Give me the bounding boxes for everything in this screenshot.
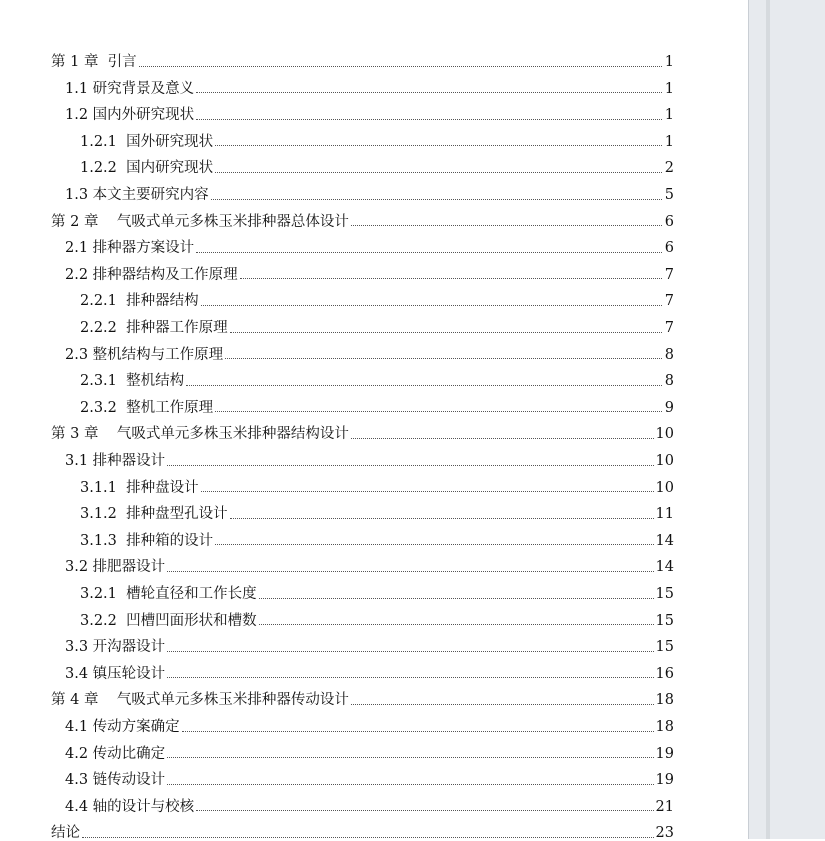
toc-entry-number: 3.1	[65, 453, 89, 470]
dot-leader	[240, 278, 662, 279]
toc-entry-number: 1.2	[65, 107, 89, 124]
toc-entry[interactable]	[65, 735, 674, 762]
dot-leader	[230, 518, 654, 519]
toc-entry-title: 整机结构	[126, 373, 185, 390]
toc-entry[interactable]	[65, 628, 674, 655]
toc-entry[interactable]	[65, 176, 674, 203]
toc-entry-title: 气吸式单元多株玉米排种器传动设计	[116, 692, 349, 709]
dot-leader	[139, 66, 662, 67]
toc-entry-title: 引言	[107, 54, 137, 71]
toc-entry-number: 4.2	[65, 745, 89, 762]
toc-entry-title: 槽轮直径和工作长度	[126, 586, 257, 603]
toc-entry-page: 10	[655, 479, 674, 496]
toc-entry[interactable]	[65, 229, 674, 256]
dot-leader	[167, 757, 653, 758]
toc-entry-number: 1.1	[65, 80, 89, 97]
scrollbar-track[interactable]	[766, 0, 770, 839]
toc-entry-title: 排种器设计	[92, 453, 166, 470]
toc-entry[interactable]	[65, 761, 674, 788]
toc-entry[interactable]	[80, 389, 674, 416]
toc-entry[interactable]	[80, 495, 674, 522]
toc-entry-title: 凹槽凹面形状和槽数	[126, 612, 257, 629]
toc-entry-title: 国内外研究现状	[92, 107, 195, 124]
toc-entry[interactable]	[65, 788, 674, 815]
dot-leader	[82, 837, 654, 838]
toc-entry-separator	[117, 321, 126, 336]
toc-entry-separator	[117, 401, 126, 416]
toc-entry-title: 气吸式单元多株玉米排种器总体设计	[116, 213, 349, 230]
toc-entry-separator	[117, 161, 126, 176]
toc-entry-page: 21	[655, 798, 674, 815]
toc-entry-title: 本文主要研究内容	[92, 187, 209, 204]
toc-entry-title: 排种盘型孔设计	[126, 506, 228, 523]
toc-entry-page: 19	[655, 745, 674, 762]
toc-entry-number: 1.3	[65, 187, 89, 204]
toc-entry-title: 结论	[51, 825, 80, 841]
dot-leader	[167, 571, 653, 572]
toc-entry-title: 气吸式单元多株玉米排种器结构设计	[116, 426, 349, 443]
toc-entry-title: 排种器结构及工作原理	[92, 266, 238, 283]
toc-entry-number: 4.4	[65, 798, 89, 815]
toc-entry[interactable]	[65, 442, 674, 469]
toc-entry[interactable]	[51, 681, 674, 708]
toc-entry-title: 排种盘设计	[126, 479, 199, 496]
toc-entry-page: 10	[655, 426, 674, 443]
toc-entry[interactable]	[80, 575, 674, 602]
toc-entry-separator	[117, 135, 126, 150]
toc-entry[interactable]	[80, 123, 674, 150]
toc-entry-page: 1	[664, 133, 674, 150]
toc-entry-title: 传动方案确定	[92, 719, 180, 736]
toc-entry-page: 10	[655, 453, 674, 470]
toc-entry-number: 1.2.1	[80, 133, 117, 150]
toc-entry[interactable]	[65, 96, 674, 123]
dot-leader	[259, 598, 654, 599]
toc-entry-page: 15	[655, 586, 674, 603]
dot-leader	[196, 810, 653, 811]
toc-entry-number: 2.1	[65, 240, 89, 257]
toc-entry-separator	[98, 427, 116, 442]
toc-entry-title: 链传动设计	[92, 772, 166, 789]
dot-leader	[215, 145, 662, 146]
toc-entry-page: 7	[664, 266, 674, 283]
toc-entry[interactable]	[51, 814, 674, 841]
toc-entry-number: 3.1.1	[80, 479, 117, 496]
toc-entry[interactable]	[80, 469, 674, 496]
toc-entry-page: 5	[664, 187, 674, 204]
toc-entry-title: 排种器工作原理	[126, 320, 228, 337]
dot-leader	[196, 252, 662, 253]
toc-entry-title: 开沟器设计	[92, 639, 166, 656]
toc-entry-separator	[117, 294, 126, 309]
toc-entry-title: 排种箱的设计	[126, 532, 214, 549]
toc-entry-title: 轴的设计与校核	[92, 798, 195, 815]
toc-entry-page: 19	[655, 772, 674, 789]
toc-entry-number: 3.3	[65, 639, 89, 656]
toc-entry-number: 第 3 章	[51, 426, 99, 443]
dot-leader	[167, 465, 653, 466]
toc-entry[interactable]	[65, 256, 674, 283]
dot-leader	[211, 199, 662, 200]
toc-entry-page: 15	[655, 639, 674, 656]
dot-leader	[351, 704, 654, 705]
toc-entry-number: 第 4 章	[51, 692, 99, 709]
toc-entry-page: 7	[664, 320, 674, 337]
toc-entry-page: 14	[655, 532, 674, 549]
toc-entry-page: 6	[664, 213, 674, 230]
toc-entry-title: 整机结构与工作原理	[92, 346, 224, 363]
toc-entry-number: 2.2	[65, 266, 89, 283]
toc-entry-number: 3.2.1	[80, 586, 117, 603]
toc-entry-number: 2.3.1	[80, 373, 117, 390]
toc-entry-separator	[98, 55, 107, 70]
dot-leader	[167, 677, 653, 678]
toc-entry-page: 18	[655, 692, 674, 709]
toc-entry-page: 1	[664, 54, 674, 71]
toc-entry[interactable]	[80, 522, 674, 549]
toc-entry-separator	[117, 614, 126, 629]
page-edge	[748, 0, 749, 839]
dot-leader	[215, 172, 662, 173]
dot-leader	[351, 438, 654, 439]
toc-entry-number: 第 1 章	[51, 54, 99, 71]
toc-entry-title: 整机工作原理	[126, 399, 214, 416]
toc-entry[interactable]	[80, 282, 674, 309]
dot-leader	[230, 332, 662, 333]
toc-entry-page: 7	[664, 293, 674, 310]
dot-leader	[215, 544, 653, 545]
toc-entry-page: 1	[664, 107, 674, 124]
toc-entry-page: 8	[664, 346, 674, 363]
toc-entry[interactable]	[65, 70, 674, 97]
dot-leader	[167, 784, 653, 785]
toc-entry[interactable]	[65, 708, 674, 735]
toc-entry-separator	[117, 507, 126, 522]
toc-entry-number: 2.3	[65, 346, 89, 363]
dot-leader	[196, 119, 662, 120]
toc-entry[interactable]	[80, 149, 674, 176]
dot-leader	[215, 411, 662, 412]
toc-entry-title: 国内研究现状	[126, 160, 214, 177]
dot-leader	[196, 92, 662, 93]
toc-entry-page: 18	[655, 719, 674, 736]
toc-entry-page: 9	[664, 399, 674, 416]
toc-entry-number: 3.1.2	[80, 506, 117, 523]
toc-entry-page: 8	[664, 373, 674, 390]
dot-leader	[167, 651, 653, 652]
toc-entry-number: 3.1.3	[80, 532, 117, 549]
toc-entry[interactable]	[80, 309, 674, 336]
dot-leader	[351, 225, 662, 226]
toc-entry-title: 排肥器设计	[92, 559, 166, 576]
toc-entry-title: 排种器结构	[126, 293, 199, 310]
toc-entry-number: 2.3.2	[80, 399, 117, 416]
toc-entry-page: 6	[664, 240, 674, 257]
toc-entry-page: 16	[655, 665, 674, 682]
dot-leader	[201, 305, 662, 306]
toc-entry-number: 2.2.2	[80, 320, 117, 337]
toc-entry-page: 2	[664, 160, 674, 177]
toc-entry-separator	[98, 693, 116, 708]
toc-entry[interactable]	[65, 548, 674, 575]
toc-entry-separator	[117, 374, 126, 389]
dot-leader	[225, 358, 662, 359]
toc-entry-page: 23	[655, 825, 674, 841]
dot-leader	[201, 491, 654, 492]
toc-entry-title: 排种器方案设计	[92, 240, 195, 257]
toc-entry-page: 11	[655, 506, 674, 523]
toc-entry-number: 3.4	[65, 665, 89, 682]
toc-entry-number: 第 2 章	[51, 213, 99, 230]
toc-entry[interactable]	[51, 43, 674, 70]
toc-entry-title: 传动比确定	[92, 745, 166, 762]
toc-entry-separator	[98, 215, 116, 230]
window-gutter	[748, 0, 825, 839]
toc-entry-number: 4.3	[65, 772, 89, 789]
toc-entry-separator	[117, 534, 126, 549]
toc-entry-title: 镇压轮设计	[92, 665, 166, 682]
toc-entry-number: 2.2.1	[80, 293, 117, 310]
toc-entry-title: 国外研究现状	[126, 133, 214, 150]
toc-entry[interactable]	[80, 362, 674, 389]
toc-entry-separator	[117, 587, 126, 602]
toc-entry-separator	[117, 481, 126, 496]
toc-entry-page: 15	[655, 612, 674, 629]
dot-leader	[259, 624, 654, 625]
dot-leader	[186, 385, 662, 386]
toc-entry-number: 4.1	[65, 719, 89, 736]
dot-leader	[182, 731, 654, 732]
toc-entry-number: 3.2	[65, 559, 89, 576]
toc-entry-page: 14	[655, 559, 674, 576]
toc-entry[interactable]	[51, 415, 674, 442]
toc-entry-page: 1	[664, 80, 674, 97]
toc-entry-title: 研究背景及意义	[92, 80, 195, 97]
toc-entry[interactable]	[65, 336, 674, 363]
toc-entry[interactable]	[65, 655, 674, 682]
toc-entry-number: 3.2.2	[80, 612, 117, 629]
toc-entry-number: 1.2.2	[80, 160, 117, 177]
toc-entry[interactable]	[80, 602, 674, 629]
toc-entry[interactable]	[51, 203, 674, 230]
